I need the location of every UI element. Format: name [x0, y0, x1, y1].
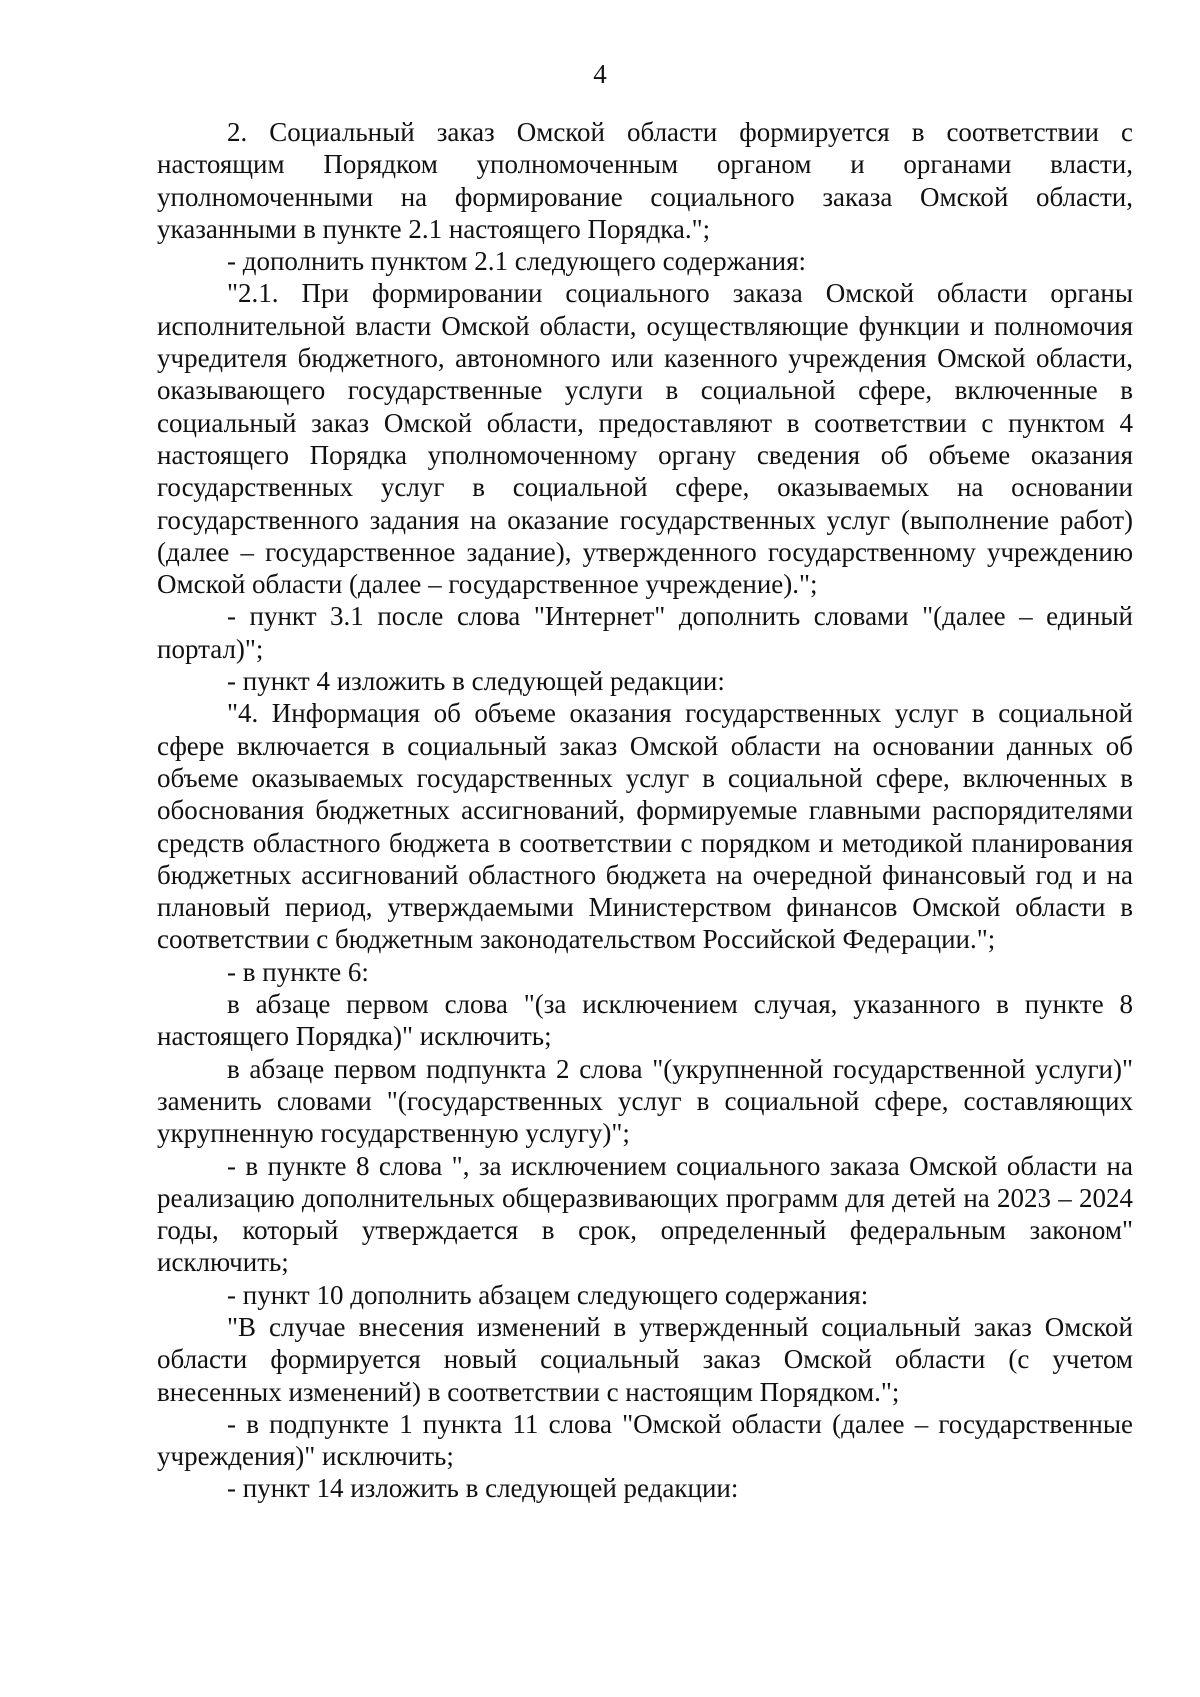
paragraph: - дополнить пунктом 2.1 следующего содержания:: [227, 246, 807, 277]
paragraph: в абзаце первом слова "(за исключением случая, указанного в пункте 8 настоящего Порядка)" исключить;: [157, 989, 1133, 1052]
document-body: [157, 116, 1133, 1505]
paragraph: в абзаце первом подпункта 2 слова "(укрупненной государственной услуги)" заменить словами "(государственных услуг в социальной сфере, составляющих укрупненную государственную услугу)";: [157, 1053, 1133, 1149]
paragraph: - пункт 4 изложить в следующей редакции:: [227, 666, 725, 697]
paragraph: "4. Информация об объеме оказания государственных услуг в социальной сфере включается в социальный заказ Омской области на основании данных об объеме оказываемых государственных услуг в социальной сфере, включенных в обоснования бюджетных ассигнований, формируемые главными распорядителями средств областного бюджета в соответствии с порядком и методикой планирования бюджетных ассигнований областного бюджета на очередной финансовый год и на плановый период, утверждаемыми Министерством финансов Омской области в соответствии с бюджетным законодательством Российской Федерации.";: [157, 698, 1133, 955]
paragraph: "В случае внесения изменений в утвержденный социальный заказ Омской области формируется новый социальный заказ Омской области (с учетом внесенных изменений) в соответствии с настоящим Порядком.";: [157, 1311, 1133, 1407]
paragraph: - пункт 14 изложить в следующей редакции:: [227, 1473, 739, 1504]
page-number: 4: [593, 59, 607, 89]
paragraph: - в подпункте 1 пункта 11 слова "Омской области (далее – государственные учреждения)" исключить;: [157, 1408, 1133, 1472]
paragraph: - в пункте 6:: [227, 956, 369, 987]
paragraph: - пункт 10 дополнить абзацем следующего содержания:: [227, 1279, 869, 1310]
paragraph: 2. Социальный заказ Омской области формируется в соответствии с настоящим Порядком уполномоченным органом и органами власти, уполномоченными на формирование социального заказа Омской области, указанными в пункте 2.1 настоящего Порядка.";: [157, 117, 1133, 244]
paragraph: "2.1. При формировании социального заказа Омской области органы исполнительной власти Омской области, осуществляющие функции и полномочия учредителя бюджетного, автономного или казенного учреждения Омской области, оказывающего государственные услуги в социальной сфере, включенные в социальный заказ Омской области, предоставляют в соответствии с пунктом 4 настоящего Порядка уполномоченному органу сведения об объеме оказания государственных услуг в социальной сфере, оказываемых на основании государственного задания на оказание государственных услуг (выполнение работ) (далее – государственное задание), утвержденного государственному учреждению Омской области (далее – государственное учреждение).";: [157, 278, 1133, 600]
paragraph: - в пункте 8 слова ", за исключением социального заказа Омской области на реализацию дополнительных общеразвивающих программ для детей на 2023 – 2024 годы, который утверждается в срок, определенный федеральным законом" исключить;: [157, 1150, 1133, 1278]
paragraph: - пункт 3.1 после слова "Интернет" дополнить словами "(далее – единый портал)";: [157, 601, 1133, 664]
